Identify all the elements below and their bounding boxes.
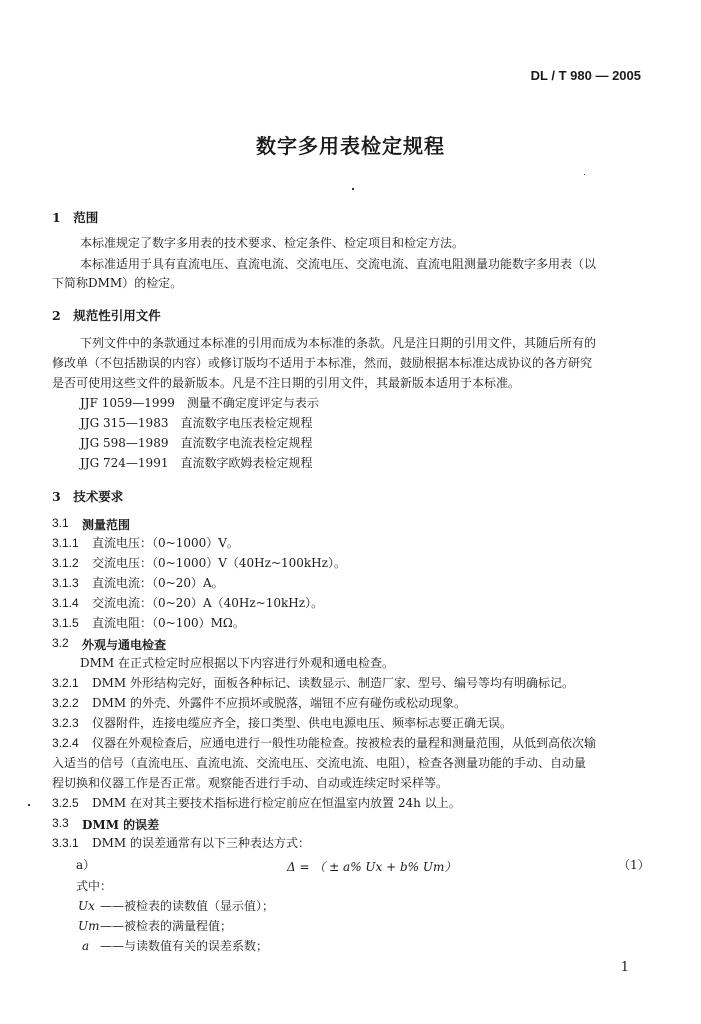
clause-number: 3.3.1 bbox=[52, 836, 79, 850]
clause-text: 直流电流：（0~20）A。 bbox=[92, 576, 224, 590]
clause-number: 3.2.2 bbox=[52, 696, 79, 710]
clause-text: 直流电阻：（0~100）MΩ。 bbox=[92, 616, 245, 630]
formula: Δ = （ ± a% Ux + b% Um） bbox=[287, 860, 457, 874]
scan-mark bbox=[28, 804, 30, 806]
clause-number: 3.1.5 bbox=[52, 616, 79, 630]
section-1-paragraph-2-line-1: 本标准适用于具有直流电压、直流电流、交流电压、交流电流、直流电阻测量功能数字多用表（以 bbox=[80, 257, 597, 271]
clause-text: DMM 外形结构完好，面板各种标记、读数显示、制造厂家、型号、编号等均有明确标记。 bbox=[92, 676, 575, 690]
standard-number: DL / T 980 — 2005 bbox=[530, 68, 641, 83]
section-3-2-intro: DMM 在正式检定时应根据以下内容进行外观和通电检查。 bbox=[80, 656, 395, 670]
clause-text: 直流电压：（0~1000）V。 bbox=[92, 536, 239, 550]
clause-number: 3.1.3 bbox=[52, 576, 79, 590]
section-2-paragraph-line-1: 下列文件中的条款通过本标准的引用而成为本标准的条款。凡是注日期的引用文件，其随后所有的 bbox=[80, 336, 597, 350]
formula-label: a） bbox=[76, 858, 96, 872]
symbol-definition: ——被检表的满量程值； bbox=[100, 919, 233, 933]
section-2-paragraph-line-3: 是否可使用这些文件的最新版本。凡是不注日期的引用文件，其最新版本适用于本标准。 bbox=[52, 376, 521, 390]
clause-text: 交流电流：（0~20）A（40Hz~10kHz）。 bbox=[92, 596, 324, 610]
section-3-heading: 3 技术要求 bbox=[52, 489, 124, 504]
section-3-3-number: 3.3 bbox=[52, 816, 69, 830]
symbol-definition: ——被检表的读数值（显示值）； bbox=[100, 899, 275, 913]
section-1-paragraph-2-line-2: 下简称DMM）的检定。 bbox=[52, 276, 183, 290]
clause-number: 3.2.5 bbox=[52, 796, 79, 810]
clause-number: 3.1.1 bbox=[52, 536, 79, 550]
section-3-1-title: 测量范围 bbox=[82, 518, 131, 532]
section-1-paragraph-1: 本标准规定了数字多用表的技术要求、检定条件、检定项目和检定方法。 bbox=[80, 236, 465, 250]
symbol: a bbox=[82, 939, 90, 953]
where-label: 式中： bbox=[76, 879, 113, 893]
clause-text-line-2: 入适当的信号（直流电压、直流电流、交流电压、交流电流、电阻），检查各测量功能的手动、自动量 bbox=[52, 756, 587, 770]
document-title: 数字多用表检定规程 bbox=[256, 134, 445, 158]
clause-text: 仪器附件，连接电缆应齐全，接口类型、供电电源电压、频率标志要正确无误。 bbox=[92, 716, 513, 730]
section-2-heading: 2 规范性引用文件 bbox=[52, 308, 161, 323]
scan-mark bbox=[584, 174, 585, 175]
clause-text-line-1: 仪器在外观检查后，应通电进行一般性功能检查。按被检表的量程和测量范围，从低到高依次输 bbox=[92, 736, 597, 750]
section-1-heading: 1 范围 bbox=[52, 210, 99, 225]
clause-text: DMM 的外壳、外露件不应损坏或脱落，端钮不应有碰伤或松动现象。 bbox=[92, 696, 467, 710]
clause-text: DMM 的误差通常有以下三种表达方式： bbox=[92, 836, 311, 850]
section-2-paragraph-line-2: 修改单（不包括勘误的内容）或修订版均不适用于本标准，然而，鼓励根据本标准达成协议的各方研究 bbox=[52, 356, 593, 370]
clause-number: 3.2.3 bbox=[52, 716, 79, 730]
formula-number: （1） bbox=[618, 858, 650, 872]
symbol: Ux bbox=[78, 899, 95, 913]
clause-number: 3.2.4 bbox=[52, 736, 79, 750]
clause-text: DMM 在对其主要技术指标进行检定前应在恒温室内放置 24h 以上。 bbox=[92, 796, 461, 810]
reference-item: JJG 598—1989 直流数字电流表检定规程 bbox=[80, 436, 313, 450]
scan-mark bbox=[352, 188, 354, 190]
section-3-3-title: DMM 的误差 bbox=[82, 818, 160, 832]
reference-item: JJG 724—1991 直流数字欧姆表检定规程 bbox=[80, 456, 313, 470]
clause-number: 3.1.4 bbox=[52, 596, 79, 610]
clause-text: 交流电压：（0~1000）V（40Hz~100kHz）。 bbox=[92, 556, 346, 570]
symbol-definition: ——与读数值有关的误差系数； bbox=[100, 939, 269, 953]
reference-item: JJF 1059—1999 测量不确定度评定与表示 bbox=[80, 396, 319, 410]
clause-text-line-3: 程切换和仪器工作是否正常。观察能否进行手动、自动或连续定时采样等。 bbox=[52, 776, 449, 790]
page-number: 1 bbox=[620, 960, 629, 975]
clause-number: 3.1.2 bbox=[52, 556, 79, 570]
section-3-2-title: 外观与通电检查 bbox=[82, 638, 167, 652]
symbol: Um bbox=[78, 919, 100, 933]
clause-number: 3.2.1 bbox=[52, 676, 79, 690]
section-3-1-number: 3.1 bbox=[52, 516, 69, 530]
section-3-2-number: 3.2 bbox=[52, 636, 69, 650]
reference-item: JJG 315—1983 直流数字电压表检定规程 bbox=[80, 416, 313, 430]
